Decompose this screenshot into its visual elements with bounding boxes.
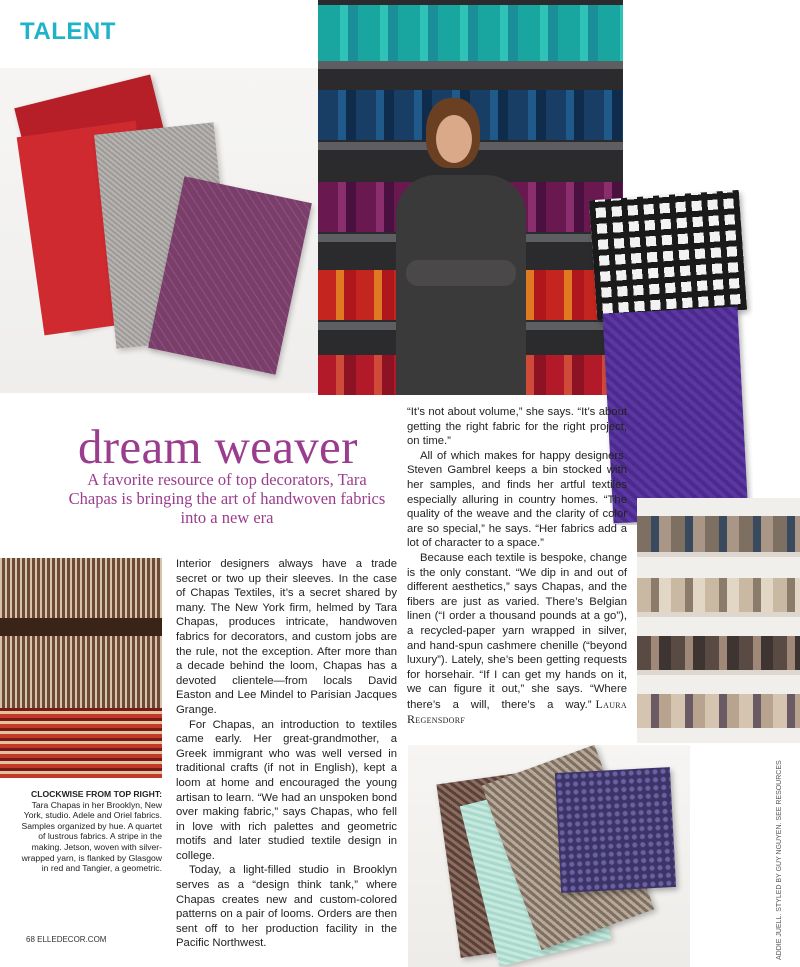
photo-fabric-swatches-red-gray-plum (0, 68, 318, 393)
photo-loom-stripe (0, 558, 162, 778)
byline: Laura Regensdorf (407, 696, 627, 727)
body-column-middle (176, 557, 397, 951)
photo-credit-text: ADDIE JUELL. STYLED BY GUY NGUYEN. SEE RESOURCES (776, 760, 783, 960)
caption-heading: CLOCKWISE FROM TOP RIGHT: (31, 789, 162, 799)
photo-credit (775, 760, 800, 960)
body-paragraph: “It’s not about volume,” she says. “It’s about getting the right fabric for the right project, on time.” (407, 406, 627, 448)
body-paragraph: For Chapas, an introduction to textiles came early. Her great-grandmother, a Greek immigrant who was well versed in traditional crafts (if not in English), kept a loom at home and encouraged the young artisan to learn. “We had an unspoken bond over making fabric,” says Chapas, who fell in love with rich palettes and geometric motifs and later studied textile design in college. (176, 718, 397, 862)
caption-text: Tara Chapas in her Brooklyn, New York, studio. Adele and Oriel fabrics. Samples organized by hue. A quartet of lustrous fabrics. A stripe in the making. Jetson, woven with silver-wrapped yarn, is flanked by Glasgow in red and Tangier, a geometric. (21, 799, 162, 874)
body-paragraph-text: Because each textile is bespoke, change is the only constant. “We dip in and out of different aesthetics,” says Chapas, and the fibers are just as varied. There’s Belgian linen (“I order a thousand pounds at a go”), a recycled-paper yarn wrapped in silver, and hand-spun cashmere chenille (“beyond luxury”). Lately, she’s been getting requests for horsehair. “If I can get my hands on it, we can figure it out,” she says. “Where there’s a will, there’s a way.” (407, 551, 627, 711)
body-paragraph: Interior designers always have a trade secret or two up their sleeves. In the case of Chapas Textiles, it’s a secret shared by many. The New York firm, helmed by Tara Chapas, produces intricate, handwoven fabrics for decorators, and custom jobs are the rule, not the exception. After more than a decade behind the loom, Chapas has a devoted clientele—from locals David Easton and Lee Mindel to Parisian Jacques Grange. (176, 558, 397, 716)
body-paragraph: All of which makes for happy designers. Steven Gambrel keeps a bin stocked with her samples, and finds her artful textiles especially alluring in country homes. “The quality of the weave and the clarity of color are so special,” he says. “Her fabrics add a lot of character to a space.” (407, 449, 627, 550)
headline: dream weaver (78, 419, 358, 474)
body-column-right (407, 405, 627, 728)
body-paragraph (407, 551, 627, 728)
photo-fabrics-quartet (408, 745, 690, 967)
photo-caption (14, 789, 162, 874)
photo-tara-chapas-studio (318, 0, 623, 395)
page-folio: 68 ELLEDECOR.COM (26, 935, 107, 944)
section-label: TALENT (20, 18, 116, 45)
photo-shelves-folded-fabrics (637, 498, 800, 743)
deck-subtitle: A favorite resource of top decorators, Tara Chapas is bringing the art of handwoven fabrics into a new era (68, 470, 386, 527)
body-paragraph: Today, a light-filled studio in Brooklyn serves as a “design think tank,” where Chapas creates new and custom-colored patterns on a pair of looms. Orders are then sent off to her production facility in the Pacific Northwest. (176, 864, 397, 950)
